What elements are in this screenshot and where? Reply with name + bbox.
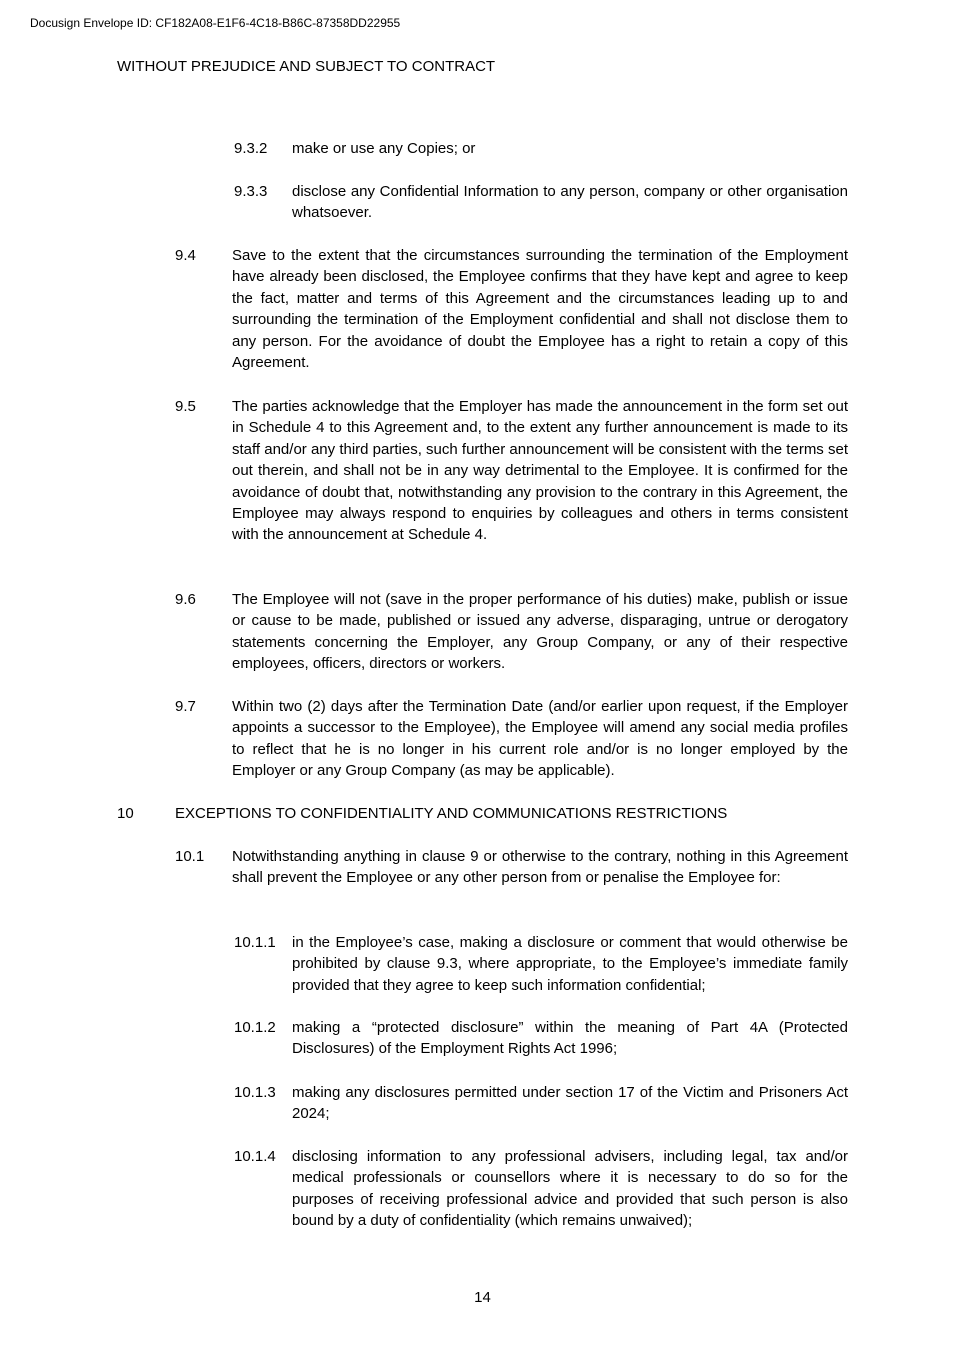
clause-text: The Employee will not (save in the proper performance of his duties) make, publish or issue or cause to be made, published or issued any adverse, disparaging, untrue or derogatory statements concerning the Employer, any Group Company, or any of their respective employees, officers, directors or workers. [232, 591, 848, 673]
clause-text: Within two (2) days after the Termination Date (and/or earlier upon request, if the Employer appoints a successor to the Employee), the Employee will amend any social media profiles to reflect that he is no longer in his current role and/or is no longer employed by the Employer or any Group Company (as may be applicable). [232, 698, 848, 780]
clause-text: disclosing information to any professional advisers, including legal, tax and/or medical professionals or counsellors where it is necessary to do so for the purposes of receiving professional advice and provided that such person is also bound by a duty of confidentiality (which remains unwaived); [292, 1148, 848, 1230]
section-number: 10 [117, 805, 134, 822]
clause-number: 10.1.4 [234, 1148, 276, 1165]
clause-text: Save to the extent that the circumstances surrounding the termination of the Employment have already been disclosed, the Employee confirms that they have kept and agree to keep the fact, matter and terms of this Agreement and the circumstances leading up to and surrounding the termination of the Employment confidential and shall not disclose them to any person. For the avoidance of doubt the Employee has a right to retain a copy of this Agreement. [232, 247, 848, 372]
clause-text: making a “protected disclosure” within the meaning of Part 4A (Protected Disclosures) of the Employment Rights Act 1996; [292, 1019, 848, 1058]
page-number: 14 [474, 1289, 491, 1306]
clause-number: 9.4 [175, 247, 196, 264]
clause-number: 9.7 [175, 698, 196, 715]
clause-text: Notwithstanding anything in clause 9 or otherwise to the contrary, nothing in this Agreement shall prevent the Employee or any other person from or penalise the Employee for: [232, 848, 848, 887]
clause-text: in the Employee’s case, making a disclosure or comment that would otherwise be prohibited by clause 9.3, where appropriate, to the Employee’s immediate family provided that they agree to keep such information confidential; [292, 934, 848, 994]
clause-text: The parties acknowledge that the Employer has made the announcement in the form set out in Schedule 4 to this Agreement and, to the extent any further announcement is made to its staff and/or any third parties, such further announcement will be consistent with the terms set out therein, and shall not be in any way detrimental to the Employee. It is confirmed for the avoidance of doubt that, notwithstanding any provision to the contrary in this Agreement, the Employee may always respond to enquiries by colleagues and others in terms consistent with the announcement at Schedule 4. [232, 398, 848, 544]
clause-number: 10.1 [175, 848, 205, 865]
clause-text: make or use any Copies; or [292, 140, 476, 157]
clause-number: 9.6 [175, 591, 196, 608]
clause-number: 9.3.3 [234, 183, 268, 200]
clause-text: making any disclosures permitted under section 17 of the Victim and Prisoners Act 2024; [292, 1084, 848, 1123]
document-header: WITHOUT PREJUDICE AND SUBJECT TO CONTRACT [117, 58, 496, 75]
clause-number: 10.1.3 [234, 1084, 276, 1101]
envelope-id: Docusign Envelope ID: CF182A08-E1F6-4C18-B86C-87358DD22955 [30, 16, 401, 30]
clause-number: 10.1.2 [234, 1019, 276, 1036]
clause-text: disclose any Confidential Information to any person, company or other organisation whatsoever. [292, 183, 848, 222]
clause-number: 10.1.1 [234, 934, 276, 951]
clause-number: 9.3.2 [234, 140, 268, 157]
clause-number: 9.5 [175, 398, 196, 415]
section-title: EXCEPTIONS TO CONFIDENTIALITY AND COMMUNICATIONS RESTRICTIONS [175, 805, 728, 822]
